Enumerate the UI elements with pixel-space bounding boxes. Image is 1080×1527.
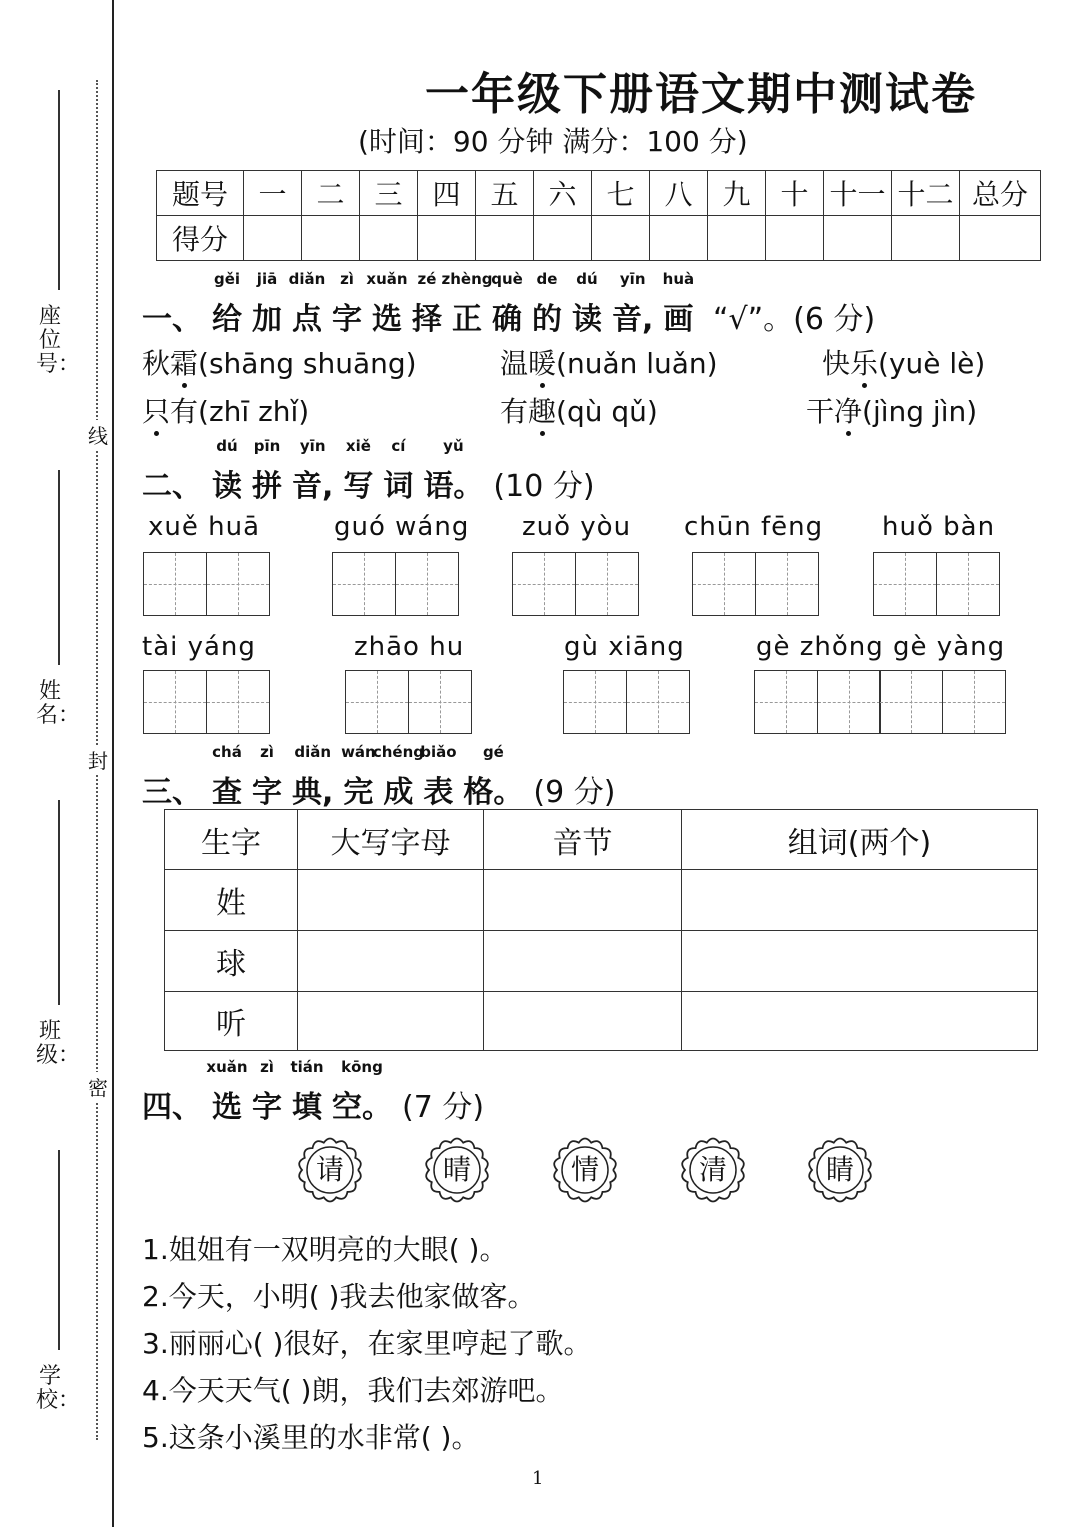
heading-pinyin: diǎn — [294, 743, 332, 761]
score-row-scores — [157, 216, 1041, 261]
heading-pinyin: yīn — [299, 437, 326, 455]
heading-char: 四、 — [142, 1090, 202, 1125]
school-label: 学校： — [36, 1364, 81, 1413]
exam-subtitle: (时间：90 分钟 满分：100 分) — [358, 125, 748, 158]
answer-cell[interactable] — [682, 992, 1038, 1051]
heading-pinyin: xuǎn — [206, 1058, 248, 1076]
heading-char: 选 xuǎn — [206, 1058, 248, 1125]
heading-pinyin: què — [491, 270, 523, 288]
class-blank — [58, 800, 60, 1005]
heading-pinyin: gé — [482, 743, 504, 761]
heading-pinyin: kōng — [341, 1058, 383, 1076]
heading-char: 择 zé — [412, 270, 442, 337]
flower-option: 睛 — [805, 1135, 875, 1205]
heading-char: 表 biǎo — [420, 743, 457, 810]
page-number: 1 — [532, 1468, 544, 1489]
section-1-item: 温暖(nuǎn luǎn) — [500, 347, 718, 380]
heading-pinyin: de — [536, 270, 558, 288]
score-column-header: 九 — [708, 171, 766, 216]
dictionary-header: 组词(两个) — [682, 810, 1038, 870]
score-cell[interactable] — [824, 216, 892, 261]
heading-char: 读 dú — [212, 437, 242, 504]
heading-char: 语。 yǔ — [423, 437, 484, 504]
pinyin-word: gè zhǒng gè yàng — [756, 632, 1006, 662]
heading-char: 成 chéng — [372, 743, 424, 810]
name-blank — [58, 470, 60, 665]
score-cell[interactable] — [892, 216, 960, 261]
heading-char: 完 wán — [341, 743, 376, 810]
heading-pinyin: dú — [576, 270, 598, 288]
pinyin-word: gù xiāng — [564, 632, 685, 662]
heading-pinyin: zì — [260, 743, 274, 761]
heading-char: 格。 gé — [463, 743, 524, 810]
score-cell[interactable] — [302, 216, 360, 261]
score-column-header: 八 — [650, 171, 708, 216]
fill-question: 4.今天天气( )朗，我们去郊游吧。 — [142, 1374, 564, 1407]
section-1-item: 秋霜(shāng shuāng) — [142, 347, 417, 380]
answer-cell[interactable] — [484, 931, 682, 992]
heading-pinyin: yǔ — [443, 437, 464, 455]
score-row-numbers — [157, 171, 1041, 216]
heading-char: 字 zì — [252, 1058, 282, 1125]
dictionary-header: 大写字母 — [298, 810, 484, 870]
heading-char: 一、 — [142, 302, 202, 337]
dictionary-row — [165, 992, 1038, 1051]
heading-char: 音, yīn — [292, 437, 334, 504]
section-4-heading — [142, 1058, 485, 1126]
binding-border-line — [112, 0, 114, 1527]
class-label: 班级： — [36, 1019, 81, 1068]
heading-char: 拼 pīn — [252, 437, 282, 504]
heading-char: 确 què — [491, 270, 523, 337]
flower-option: 晴 — [422, 1135, 492, 1205]
heading-pinyin: jiā — [256, 270, 278, 288]
seal-line-char: 线 — [86, 420, 110, 449]
pinyin-word: xuě huā — [148, 512, 261, 542]
section-1-heading — [142, 270, 876, 338]
heading-pinyin: zì — [260, 1058, 274, 1076]
flower-option: 清 — [678, 1135, 748, 1205]
heading-pinyin: wán — [341, 743, 376, 761]
heading-score: (7 分) — [402, 1090, 485, 1125]
heading-pinyin: diǎn — [288, 270, 326, 288]
heading-char: 查 chá — [212, 743, 242, 810]
heading-char: 正 zhèng — [441, 270, 493, 337]
name-label: 姓名： — [36, 679, 81, 728]
score-column-header: 四 — [418, 171, 476, 216]
writing-grid[interactable] — [512, 552, 639, 616]
dictionary-row — [165, 870, 1038, 931]
score-cell[interactable] — [476, 216, 534, 261]
score-cell[interactable] — [960, 216, 1041, 261]
heading-char: 空。 kōng — [332, 1058, 392, 1125]
heading-char: 加 jiā — [252, 270, 282, 337]
score-cell[interactable] — [766, 216, 824, 261]
heading-char: 音, yīn — [612, 270, 654, 337]
heading-char: 写 xiě — [343, 437, 374, 504]
heading-char: 三、 — [142, 775, 202, 810]
writing-grid[interactable] — [143, 552, 270, 616]
score-cell[interactable] — [418, 216, 476, 261]
writing-grid[interactable] — [563, 670, 690, 734]
score-column-header: 十一 — [824, 171, 892, 216]
heading-char: 典, diǎn — [292, 743, 334, 810]
pinyin-word: chūn fēng — [684, 512, 824, 542]
dictionary-header-row — [165, 810, 1038, 870]
answer-cell[interactable] — [298, 992, 484, 1051]
heading-char: 给 gěi — [212, 270, 242, 337]
seat-blank — [58, 90, 60, 290]
section-3-heading — [142, 743, 616, 811]
writing-grid[interactable] — [692, 552, 819, 616]
score-table — [156, 170, 1041, 261]
page-title: 一年级下册语文期中测试卷 — [425, 69, 977, 120]
heading-char: 字 zì — [252, 743, 282, 810]
score-column-header: 七 — [592, 171, 650, 216]
score-row-label: 题号 — [157, 171, 244, 216]
score-cell[interactable] — [708, 216, 766, 261]
dictionary-char: 听 — [165, 992, 298, 1051]
writing-grid[interactable] — [345, 670, 472, 734]
heading-pinyin: pīn — [253, 437, 281, 455]
dictionary-header: 生字 — [165, 810, 298, 870]
fill-question: 2.今天，小明( )我去他家做客。 — [142, 1280, 536, 1313]
writing-grid[interactable] — [143, 670, 270, 734]
heading-char: 选 xuǎn — [366, 270, 408, 337]
pinyin-word: zuǒ yòu — [522, 512, 632, 542]
answer-cell[interactable] — [298, 931, 484, 992]
fill-question: 3.丽丽心( )很好，在家里哼起了歌。 — [142, 1327, 592, 1360]
answer-cell[interactable] — [298, 870, 484, 931]
heading-pinyin: chéng — [372, 743, 424, 761]
section-1-item: 干净(jìng jìn) — [806, 395, 978, 428]
heading-pinyin: gěi — [213, 270, 241, 288]
section-2-heading — [142, 437, 595, 505]
heading-score: (10 分) — [493, 469, 595, 504]
fill-question: 1.姐姐有一双明亮的大眼( )。 — [142, 1233, 508, 1266]
school-blank — [58, 1150, 60, 1350]
heading-char: 词 cí — [383, 437, 414, 504]
heading-pinyin: chá — [212, 743, 242, 761]
heading-pinyin: biǎo — [420, 743, 457, 761]
writing-grid[interactable] — [873, 552, 1000, 616]
score-column-header: 一 — [244, 171, 302, 216]
seal-secret-char: 密 — [86, 1072, 110, 1101]
fill-question: 5.这条小溪里的水非常( )。 — [142, 1421, 480, 1454]
heading-char: 字 zì — [332, 270, 362, 337]
score-cell[interactable] — [534, 216, 592, 261]
heading-pinyin: zé — [417, 270, 437, 288]
score-column-header: 三 — [360, 171, 418, 216]
pinyin-word: huǒ bàn — [882, 512, 996, 542]
section-1-item: 只有(zhī zhǐ) — [142, 395, 310, 428]
dictionary-table — [164, 809, 1038, 1051]
score-column-header: 十二 — [892, 171, 960, 216]
answer-cell[interactable] — [484, 870, 682, 931]
heading-pinyin: xiě — [345, 437, 371, 455]
writing-grid[interactable] — [332, 552, 459, 616]
score-cell[interactable] — [244, 216, 302, 261]
writing-grid[interactable] — [754, 670, 1006, 734]
heading-pinyin: zì — [340, 270, 354, 288]
flower-option: 情 — [550, 1135, 620, 1205]
score-cell[interactable] — [360, 216, 418, 261]
heading-char: 填 tián — [290, 1058, 324, 1125]
flower-option: 请 — [295, 1135, 365, 1205]
answer-cell[interactable] — [682, 870, 1038, 931]
answer-cell[interactable] — [484, 992, 682, 1051]
score-column-header: 总分 — [960, 171, 1041, 216]
heading-pinyin: xuǎn — [366, 270, 408, 288]
dictionary-char: 姓 — [165, 870, 298, 931]
heading-char: 二、 — [142, 469, 202, 504]
heading-char: 画 huà — [662, 270, 695, 337]
dictionary-row — [165, 931, 1038, 992]
score-column-header: 二 — [302, 171, 360, 216]
score-row-label: 得分 — [157, 216, 244, 261]
dictionary-header: 音节 — [484, 810, 682, 870]
heading-pinyin: tián — [290, 1058, 324, 1076]
heading-char: 点 diǎn — [288, 270, 326, 337]
heading-pinyin: zhèng — [441, 270, 493, 288]
score-cell[interactable] — [592, 216, 650, 261]
heading-pinyin: huà — [662, 270, 695, 288]
heading-char: 读 dú — [572, 270, 602, 337]
heading-score: “√”。(6 分) — [703, 302, 876, 337]
score-column-header: 五 — [476, 171, 534, 216]
seal-seal-char: 封 — [86, 745, 110, 774]
heading-pinyin: dú — [216, 437, 238, 455]
section-1-item: 有趣(qù qǔ) — [500, 395, 658, 428]
pinyin-word: guó wáng — [334, 512, 470, 542]
section-1-item: 快乐(yuè lè) — [822, 347, 986, 380]
dictionary-char: 球 — [165, 931, 298, 992]
score-cell[interactable] — [650, 216, 708, 261]
heading-pinyin: yīn — [619, 270, 646, 288]
pinyin-word: zhāo hu — [354, 632, 465, 662]
heading-pinyin: cí — [391, 437, 406, 455]
seat-label: 座位号： — [36, 304, 81, 377]
score-column-header: 六 — [534, 171, 592, 216]
answer-cell[interactable] — [682, 931, 1038, 992]
pinyin-word: tài yáng — [142, 632, 256, 662]
heading-char: 的 de — [532, 270, 562, 337]
heading-score: (9 分) — [533, 775, 616, 810]
score-column-header: 十 — [766, 171, 824, 216]
